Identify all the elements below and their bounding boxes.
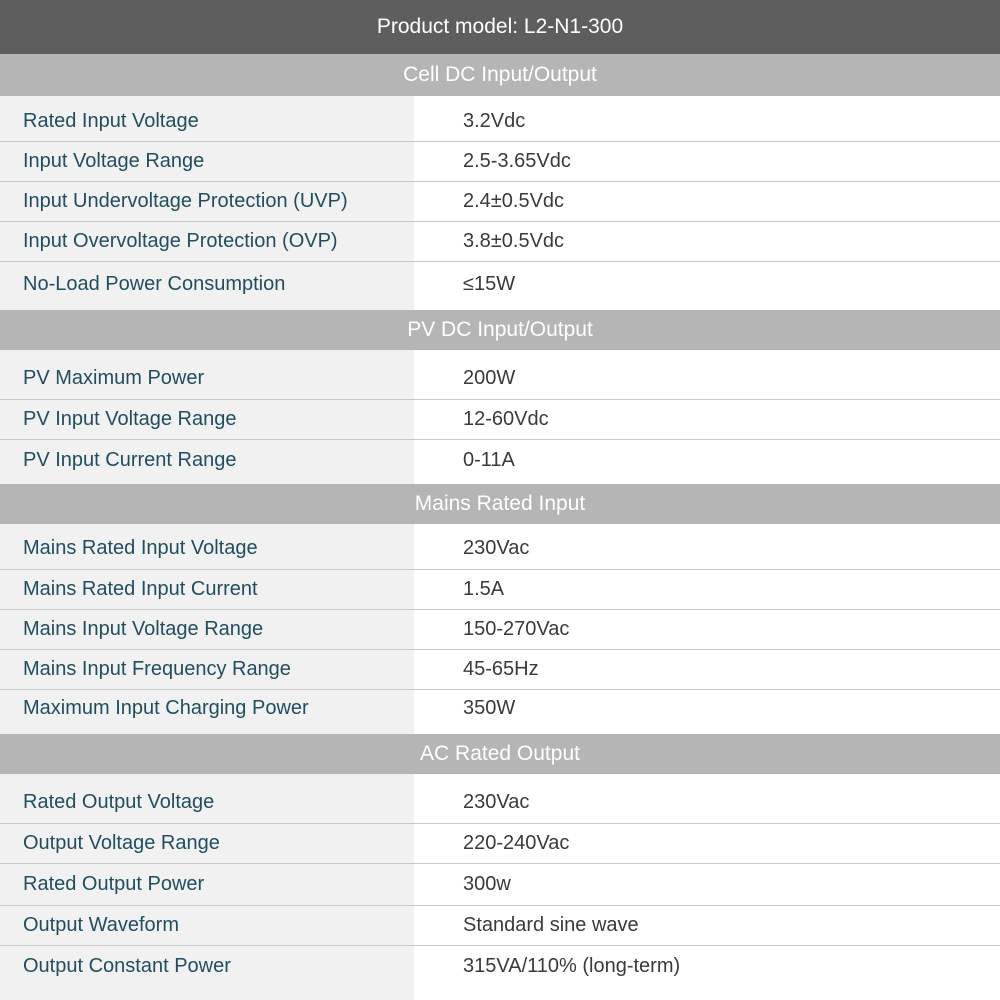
spec-label: Mains Rated Input Current	[0, 570, 414, 609]
spec-value: 2.4±0.5Vdc	[414, 182, 1000, 221]
row-spacer	[0, 986, 1000, 1000]
spec-label: Output Voltage Range	[0, 824, 414, 863]
spec-value: 2.5-3.65Vdc	[414, 142, 1000, 181]
spec-label: Input Voltage Range	[0, 142, 414, 181]
spec-value: Standard sine wave	[414, 906, 1000, 945]
row-spacer	[0, 480, 1000, 484]
spec-value: 350W	[414, 690, 1000, 726]
spec-value: 3.2Vdc	[414, 102, 1000, 141]
spec-value: 315VA/110% (long-term)	[414, 946, 1000, 986]
spec-value: 0-11A	[414, 440, 1000, 480]
spec-value: 230Vac	[414, 528, 1000, 569]
row-spacer	[0, 726, 1000, 734]
section-header: AC Rated Output	[0, 734, 1000, 774]
spec-row	[0, 570, 1000, 610]
spec-value: 12-60Vdc	[414, 400, 1000, 439]
spec-label: Input Overvoltage Protection (OVP)	[0, 222, 414, 261]
spec-row	[0, 400, 1000, 440]
spec-label: PV Maximum Power	[0, 358, 414, 399]
spec-row	[0, 440, 1000, 480]
spec-label: Output Constant Power	[0, 946, 414, 986]
spec-row	[0, 690, 1000, 726]
spec-label: Mains Input Voltage Range	[0, 610, 414, 649]
spec-row	[0, 182, 1000, 222]
spec-label: Output Waveform	[0, 906, 414, 945]
spec-value: ≤15W	[414, 262, 1000, 306]
spec-row	[0, 142, 1000, 182]
spec-row	[0, 946, 1000, 986]
spec-label: Rated Input Voltage	[0, 102, 414, 141]
spec-row	[0, 650, 1000, 690]
spec-label: Rated Output Voltage	[0, 782, 414, 823]
spec-row	[0, 528, 1000, 570]
spec-row	[0, 864, 1000, 906]
row-spacer	[0, 350, 1000, 358]
spec-row	[0, 102, 1000, 142]
spec-value: 1.5A	[414, 570, 1000, 609]
spec-value: 300w	[414, 864, 1000, 905]
spec-value: 45-65Hz	[414, 650, 1000, 689]
spec-row	[0, 358, 1000, 400]
row-spacer	[0, 306, 1000, 310]
spec-value: 230Vac	[414, 782, 1000, 823]
section-header: Cell DC Input/Output	[0, 54, 1000, 96]
row-spacer	[0, 774, 1000, 782]
spec-value: 200W	[414, 358, 1000, 399]
spec-sections	[0, 54, 1000, 1000]
spec-row	[0, 782, 1000, 824]
spec-label: PV Input Voltage Range	[0, 400, 414, 439]
spec-row	[0, 824, 1000, 864]
section-header: PV DC Input/Output	[0, 310, 1000, 350]
spec-row	[0, 906, 1000, 946]
spec-row	[0, 222, 1000, 262]
spec-label: Mains Input Frequency Range	[0, 650, 414, 689]
section-header: Mains Rated Input	[0, 484, 1000, 524]
spec-value: 3.8±0.5Vdc	[414, 222, 1000, 261]
spec-label: No-Load Power Consumption	[0, 262, 414, 306]
spec-label: Input Undervoltage Protection (UVP)	[0, 182, 414, 221]
spec-label: Maximum Input Charging Power	[0, 690, 414, 726]
product-model-title: Product model: L2-N1-300	[0, 0, 1000, 54]
spec-label: Mains Rated Input Voltage	[0, 528, 414, 569]
spec-value: 220-240Vac	[414, 824, 1000, 863]
spec-row	[0, 262, 1000, 306]
spec-label: Rated Output Power	[0, 864, 414, 905]
spec-label: PV Input Current Range	[0, 440, 414, 480]
spec-value: 150-270Vac	[414, 610, 1000, 649]
spec-row	[0, 610, 1000, 650]
